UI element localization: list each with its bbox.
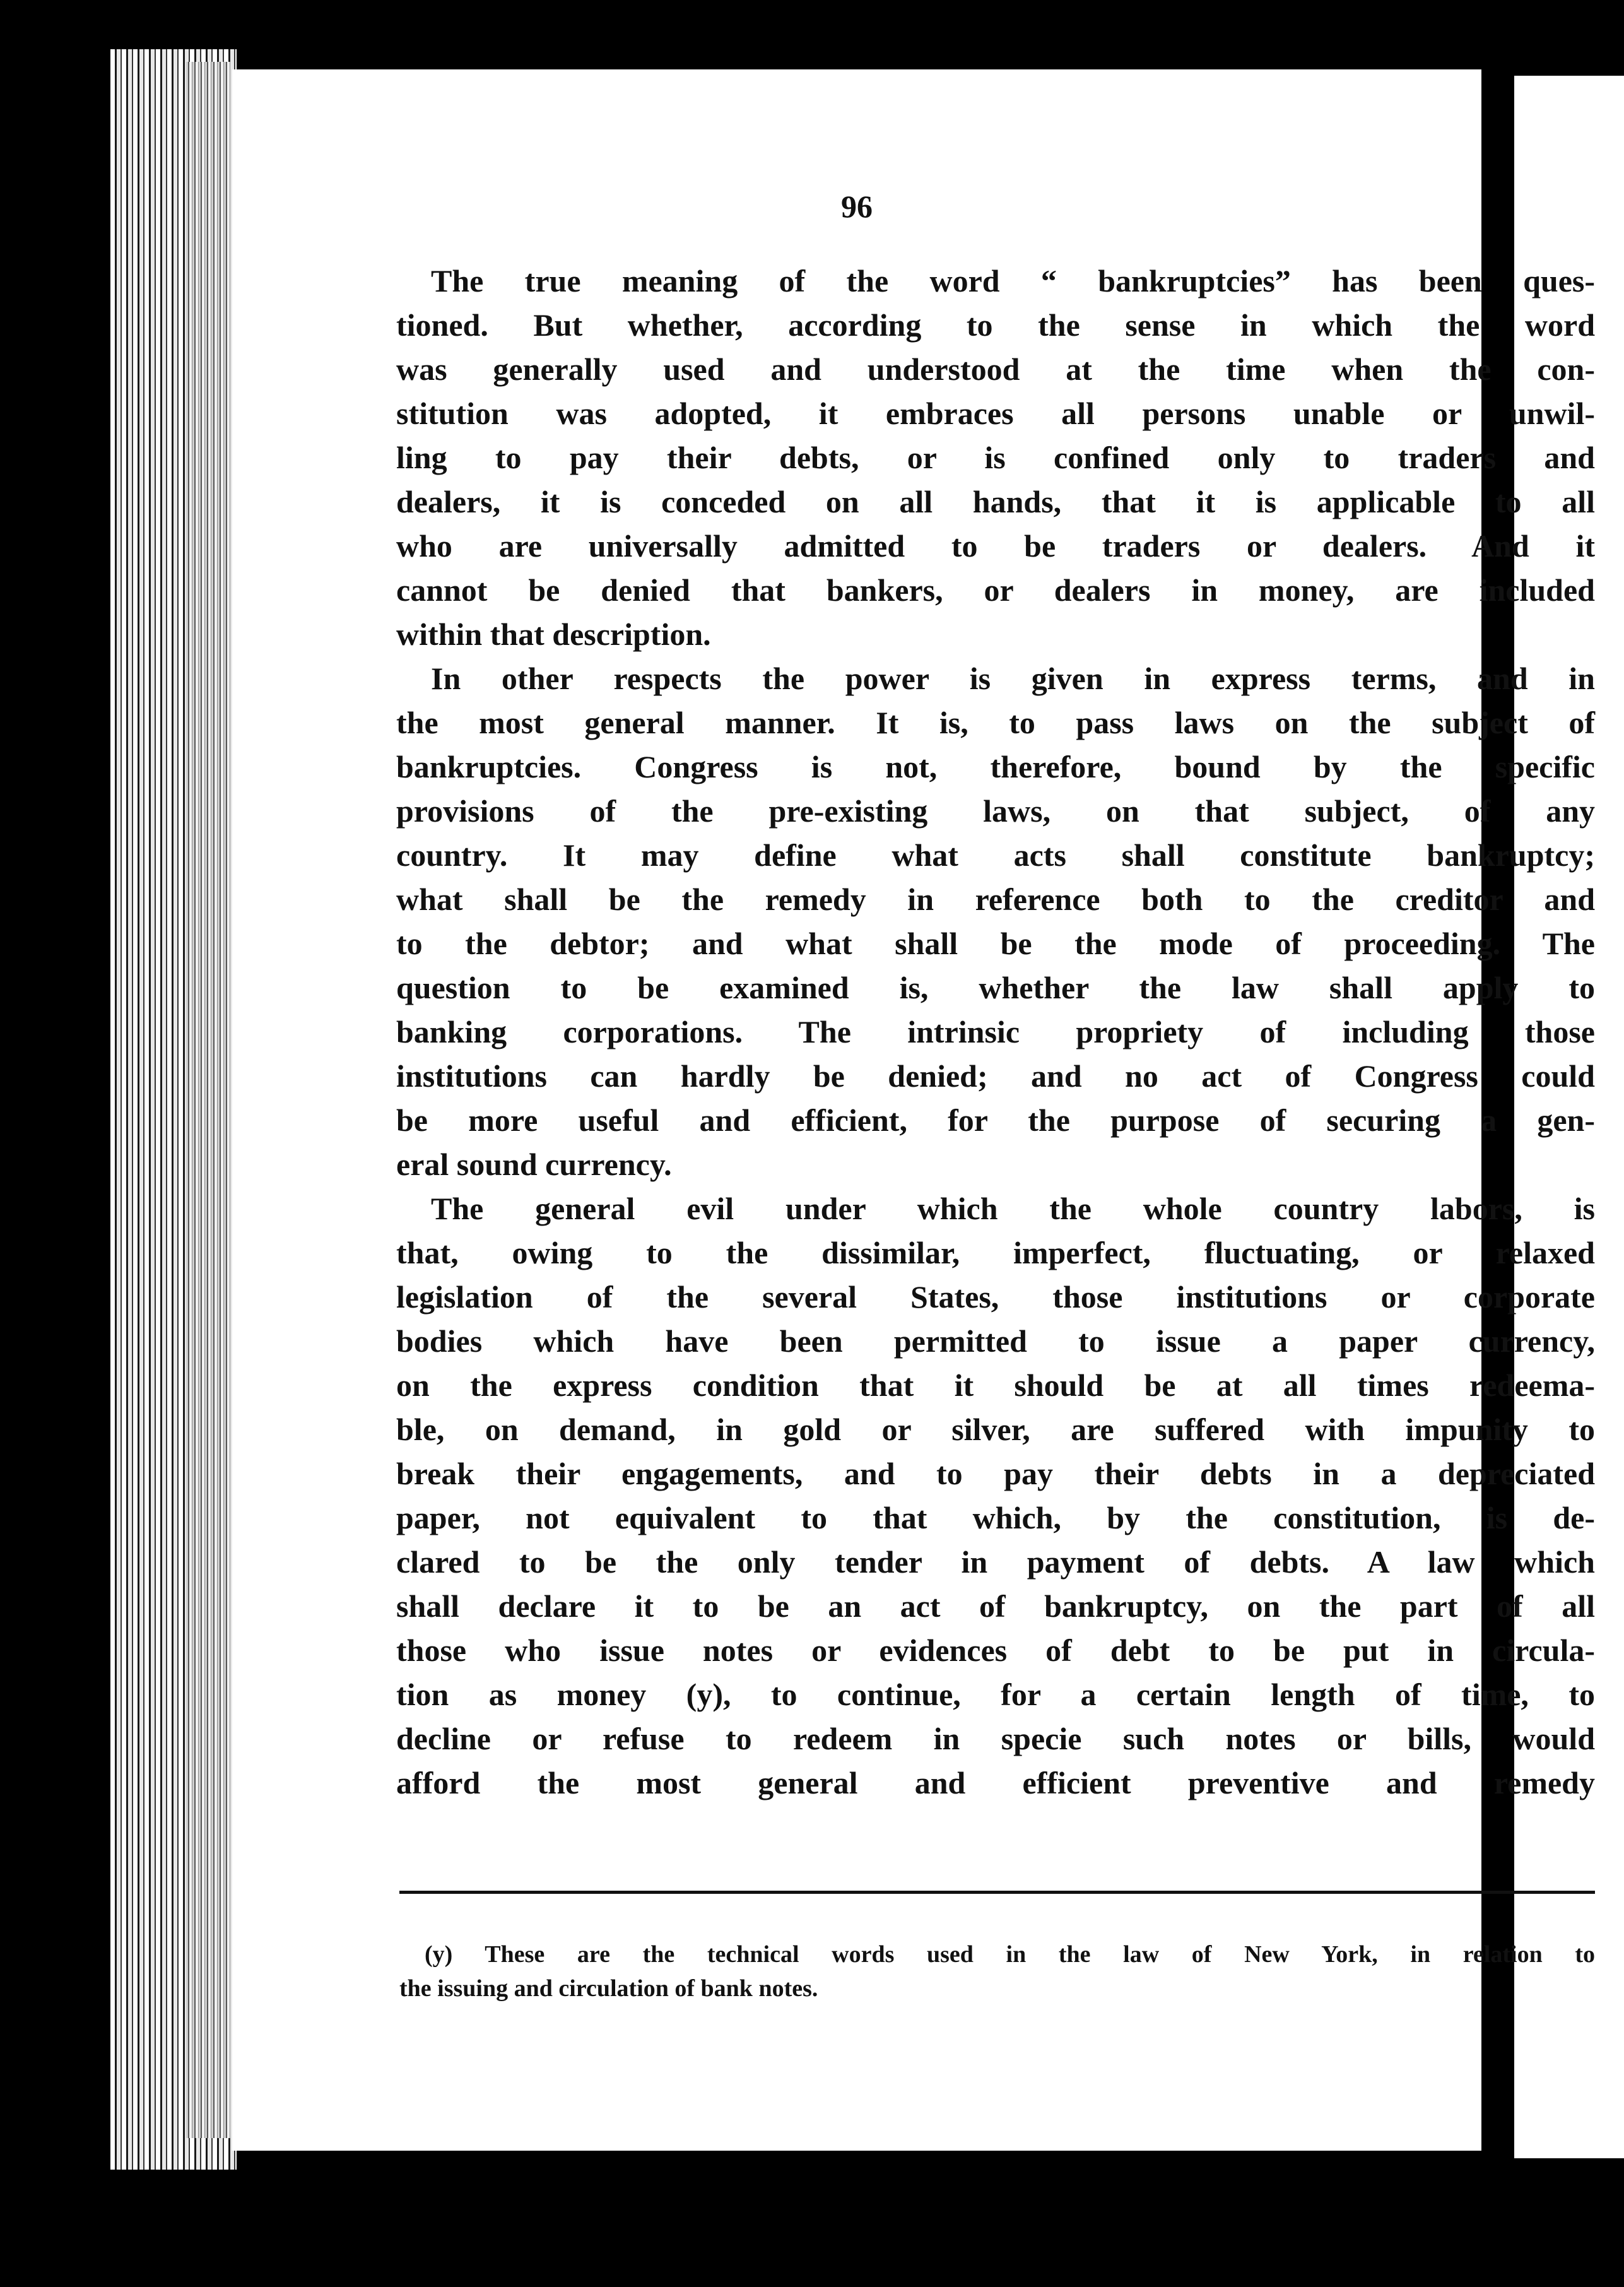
text-line: tioned. But whether, according to the sense in which the word — [396, 307, 1595, 343]
text-line: clared to be the only tender in payment of debts. A law which — [396, 1544, 1595, 1580]
text-line: tion as money (y), to continue, for a certain length of time, to — [396, 1677, 1595, 1712]
text-line: ble, on demand, in gold or silver, are suffered with impunity to — [396, 1412, 1595, 1447]
text-line: on the express condition that it should be at all times redeema- — [396, 1368, 1595, 1403]
body-text — [396, 259, 1595, 1805]
footnote-line: the issuing and circulation of bank notes. — [399, 1975, 818, 2002]
text-line: be more useful and efficient, for the purpose of securing a gen- — [396, 1102, 1595, 1138]
text-line: to the debtor; and what shall be the mode of proceeding. The — [396, 926, 1595, 961]
text-line: In other respects the power is given in express terms, and in — [431, 661, 1595, 696]
text-line: bodies which have been permitted to issue a paper currency, — [396, 1323, 1595, 1359]
text-line: who are universally admitted to be traders or dealers. And it — [396, 528, 1595, 564]
text-line: break their engagements, and to pay their debts in a depreciated — [396, 1456, 1595, 1491]
text-line: what shall be the remedy in reference both to the creditor and — [396, 882, 1595, 917]
text-line: bankruptcies. Congress is not, therefore, bound by the specific — [396, 749, 1595, 784]
text-line: legislation of the several States, those institutions or corporate — [396, 1279, 1595, 1315]
text-line: dealers, it is conceded on all hands, that it is applicable to all — [396, 484, 1595, 519]
text-line: eral sound currency. — [396, 1147, 672, 1182]
text-line: banking corporations. The intrinsic propriety of including those — [396, 1014, 1595, 1049]
page-number: 96 — [841, 189, 873, 224]
text-line: The true meaning of the word “ bankruptcies” has been ques- — [431, 263, 1595, 298]
text-line: decline or refuse to redeem in specie such notes or bills, would — [396, 1721, 1595, 1756]
text-line: provisions of the pre-existing laws, on that subject, of any — [396, 793, 1595, 829]
text-line: was generally used and understood at the time when the con- — [396, 352, 1595, 387]
footnote — [399, 1937, 1595, 2006]
text-line: The general evil under which the whole country labors, is — [431, 1191, 1595, 1226]
text-line: within that description. — [396, 617, 711, 652]
footnote-rule — [399, 1891, 1595, 1894]
text-line: those who issue notes or evidences of debt to be put in circula- — [396, 1633, 1595, 1668]
text-line: cannot be denied that bankers, or dealers in money, are included — [396, 572, 1595, 608]
text-line: stitution was adopted, it embraces all persons unable or unwil- — [396, 396, 1595, 431]
text-line: shall declare it to be an act of bankruptcy, on the part of all — [396, 1588, 1595, 1624]
text-line: country. It may define what acts shall constitute bankruptcy; — [396, 837, 1595, 873]
text-line: institutions can hardly be denied; and no act of Congress could — [396, 1058, 1595, 1094]
text-line: the most general manner. It is, to pass laws on the subject of — [396, 705, 1595, 740]
footnote-line: (y) These are the technical words used in the law of New York, in relation to — [425, 1941, 1595, 1968]
page-edges — [110, 49, 237, 2170]
text-line: afford the most general and efficient preventive and remedy — [396, 1765, 1595, 1800]
text-line: that, owing to the dissimilar, imperfect, fluctuating, or relaxed — [396, 1235, 1595, 1270]
text-line: paper, not equivalent to that which, by the constitution, is de- — [396, 1500, 1595, 1535]
text-line: question to be examined is, whether the law shall apply to — [396, 970, 1595, 1005]
text-line: ling to pay their debts, or is confined only to traders and — [396, 440, 1595, 475]
book-page — [232, 69, 1595, 2151]
